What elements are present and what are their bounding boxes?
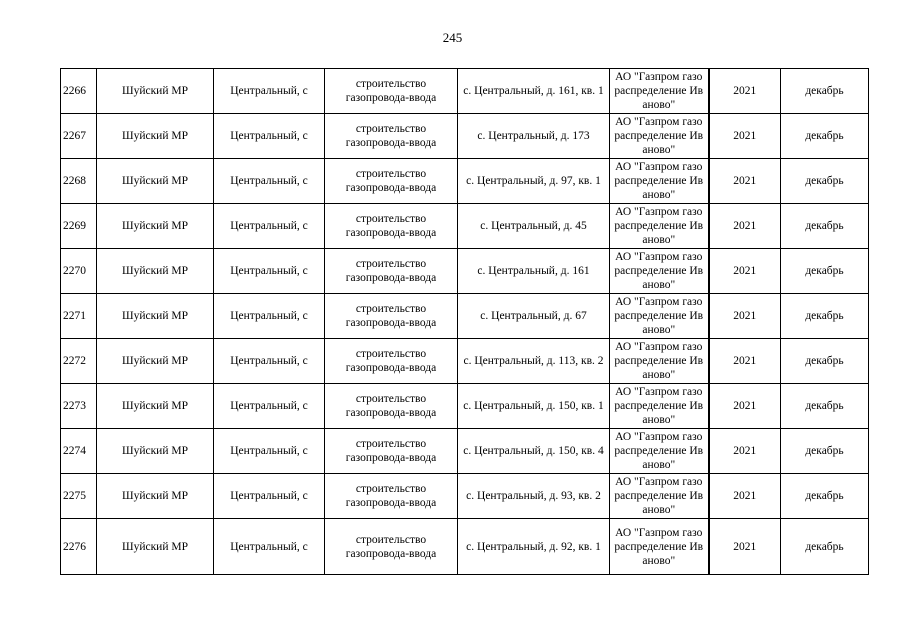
locality-cell: Центральный, с <box>214 294 325 339</box>
month-cell: декабрь <box>781 159 869 204</box>
address-cell: с. Центральный, д. 150, кв. 1 <box>458 384 610 429</box>
work-type-cell: строительство газопровода-ввода <box>325 294 458 339</box>
locality-cell: Центральный, с <box>214 114 325 159</box>
locality-cell: Центральный, с <box>214 339 325 384</box>
year-cell: 2021 <box>709 339 781 384</box>
work-type-cell: строительство газопровода-ввода <box>325 114 458 159</box>
month-cell: декабрь <box>781 69 869 114</box>
district-cell: Шуйский МР <box>97 429 214 474</box>
work-type-cell: строительство газопровода-ввода <box>325 519 458 575</box>
year-cell: 2021 <box>709 114 781 159</box>
locality-cell: Центральный, с <box>214 429 325 474</box>
table-row <box>61 69 869 114</box>
work-type-cell: строительство газопровода-ввода <box>325 249 458 294</box>
table-row <box>61 114 869 159</box>
month-cell: декабрь <box>781 429 869 474</box>
organization-cell: АО "Газпром газораспределение Иваново" <box>610 474 709 519</box>
district-cell: Шуйский МР <box>97 204 214 249</box>
row-number: 2273 <box>61 384 97 429</box>
row-number: 2272 <box>61 339 97 384</box>
work-type-cell: строительство газопровода-ввода <box>325 384 458 429</box>
locality-cell: Центральный, с <box>214 69 325 114</box>
organization-cell: АО "Газпром газораспределение Иваново" <box>610 294 709 339</box>
address-cell: с. Центральный, д. 161 <box>458 249 610 294</box>
district-cell: Шуйский МР <box>97 159 214 204</box>
district-cell: Шуйский МР <box>97 384 214 429</box>
locality-cell: Центральный, с <box>214 474 325 519</box>
year-cell: 2021 <box>709 429 781 474</box>
address-cell: с. Центральный, д. 67 <box>458 294 610 339</box>
address-cell: с. Центральный, д. 150, кв. 4 <box>458 429 610 474</box>
table-row <box>61 384 869 429</box>
address-cell: с. Центральный, д. 161, кв. 1 <box>458 69 610 114</box>
month-cell: декабрь <box>781 339 869 384</box>
organization-cell: АО "Газпром газораспределение Иваново" <box>610 429 709 474</box>
year-cell: 2021 <box>709 249 781 294</box>
month-cell: декабрь <box>781 294 869 339</box>
organization-cell: АО "Газпром газораспределение Иваново" <box>610 69 709 114</box>
table-row <box>61 339 869 384</box>
table-row <box>61 429 869 474</box>
organization-cell: АО "Газпром газораспределение Иваново" <box>610 519 709 575</box>
address-cell: с. Центральный, д. 97, кв. 1 <box>458 159 610 204</box>
table-row <box>61 474 869 519</box>
address-cell: с. Центральный, д. 173 <box>458 114 610 159</box>
table-row <box>61 159 869 204</box>
district-cell: Шуйский МР <box>97 69 214 114</box>
work-type-cell: строительство газопровода-ввода <box>325 474 458 519</box>
organization-cell: АО "Газпром газораспределение Иваново" <box>610 249 709 294</box>
month-cell: декабрь <box>781 204 869 249</box>
locality-cell: Центральный, с <box>214 519 325 575</box>
locality-cell: Центральный, с <box>214 159 325 204</box>
work-type-cell: строительство газопровода-ввода <box>325 339 458 384</box>
month-cell: декабрь <box>781 114 869 159</box>
district-cell: Шуйский МР <box>97 474 214 519</box>
locality-cell: Центральный, с <box>214 384 325 429</box>
organization-cell: АО "Газпром газораспределение Иваново" <box>610 204 709 249</box>
year-cell: 2021 <box>709 474 781 519</box>
row-number: 2266 <box>61 69 97 114</box>
year-cell: 2021 <box>709 69 781 114</box>
address-cell: с. Центральный, д. 93, кв. 2 <box>458 474 610 519</box>
work-type-cell: строительство газопровода-ввода <box>325 204 458 249</box>
row-number: 2268 <box>61 159 97 204</box>
organization-cell: АО "Газпром газораспределение Иваново" <box>610 159 709 204</box>
table-row <box>61 294 869 339</box>
work-type-cell: строительство газопровода-ввода <box>325 429 458 474</box>
year-cell: 2021 <box>709 294 781 339</box>
gas-connection-table <box>60 68 869 575</box>
organization-cell: АО "Газпром газораспределение Иваново" <box>610 384 709 429</box>
locality-cell: Центральный, с <box>214 204 325 249</box>
work-type-cell: строительство газопровода-ввода <box>325 159 458 204</box>
locality-cell: Центральный, с <box>214 249 325 294</box>
page-number: 245 <box>442 30 463 45</box>
table-row <box>61 204 869 249</box>
work-type-cell: строительство газопровода-ввода <box>325 69 458 114</box>
district-cell: Шуйский МР <box>97 114 214 159</box>
address-cell: с. Центральный, д. 92, кв. 1 <box>458 519 610 575</box>
year-cell: 2021 <box>709 519 781 575</box>
year-cell: 2021 <box>709 159 781 204</box>
organization-cell: АО "Газпром газораспределение Иваново" <box>610 114 709 159</box>
year-cell: 2021 <box>709 204 781 249</box>
table-row <box>61 249 869 294</box>
district-cell: Шуйский МР <box>97 339 214 384</box>
row-number: 2276 <box>61 519 97 575</box>
row-number: 2267 <box>61 114 97 159</box>
row-number: 2269 <box>61 204 97 249</box>
month-cell: декабрь <box>781 384 869 429</box>
address-cell: с. Центральный, д. 113, кв. 2 <box>458 339 610 384</box>
year-cell: 2021 <box>709 384 781 429</box>
address-cell: с. Центральный, д. 45 <box>458 204 610 249</box>
table-row <box>61 519 869 575</box>
district-cell: Шуйский МР <box>97 294 214 339</box>
month-cell: декабрь <box>781 519 869 575</box>
row-number: 2270 <box>61 249 97 294</box>
month-cell: декабрь <box>781 474 869 519</box>
row-number: 2274 <box>61 429 97 474</box>
district-cell: Шуйский МР <box>97 519 214 575</box>
month-cell: декабрь <box>781 249 869 294</box>
organization-cell: АО "Газпром газораспределение Иваново" <box>610 339 709 384</box>
district-cell: Шуйский МР <box>97 249 214 294</box>
row-number: 2275 <box>61 474 97 519</box>
row-number: 2271 <box>61 294 97 339</box>
